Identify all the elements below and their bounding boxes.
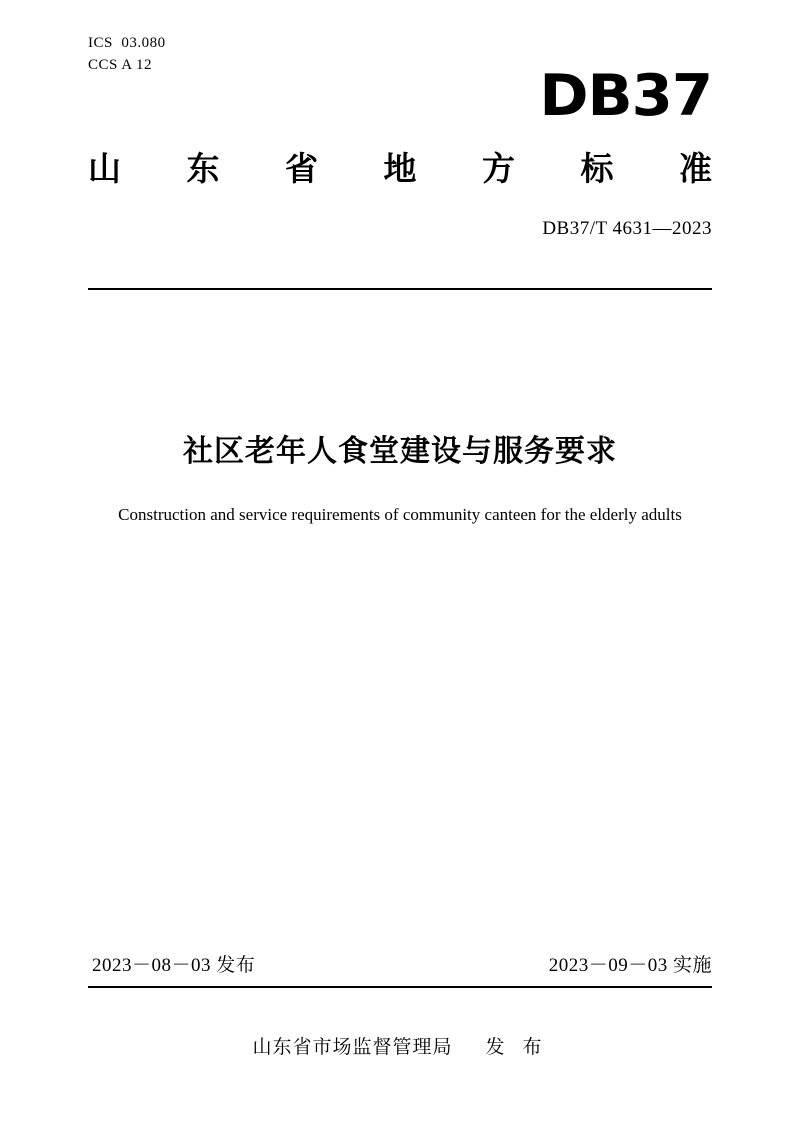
classification-codes: [88, 32, 166, 76]
ics-code: ICS 03.080: [88, 35, 166, 51]
publisher-verb: 发 布: [485, 1036, 548, 1058]
footer-divider: [88, 986, 712, 988]
document-title-english: Construction and service requirements of community canteen for the elderly adults: [118, 505, 682, 524]
standard-series-title: 山 东 省 地 方 标 准: [88, 149, 712, 188]
standard-number: DB37/T 4631—2023: [542, 218, 712, 239]
header-divider: [88, 288, 712, 290]
db37-logo: DB37: [539, 63, 712, 129]
publisher-line: [0, 1032, 800, 1059]
document-title-chinese: 社区老年人食堂建设与服务要求: [183, 434, 617, 469]
publisher-name: 山东省市场监督管理局: [252, 1036, 453, 1058]
issue-date: 2023－08－03 发布: [92, 955, 256, 976]
implementation-date: 2023－09－03 实施: [548, 955, 712, 976]
ccs-code: CCS A 12: [88, 57, 153, 73]
